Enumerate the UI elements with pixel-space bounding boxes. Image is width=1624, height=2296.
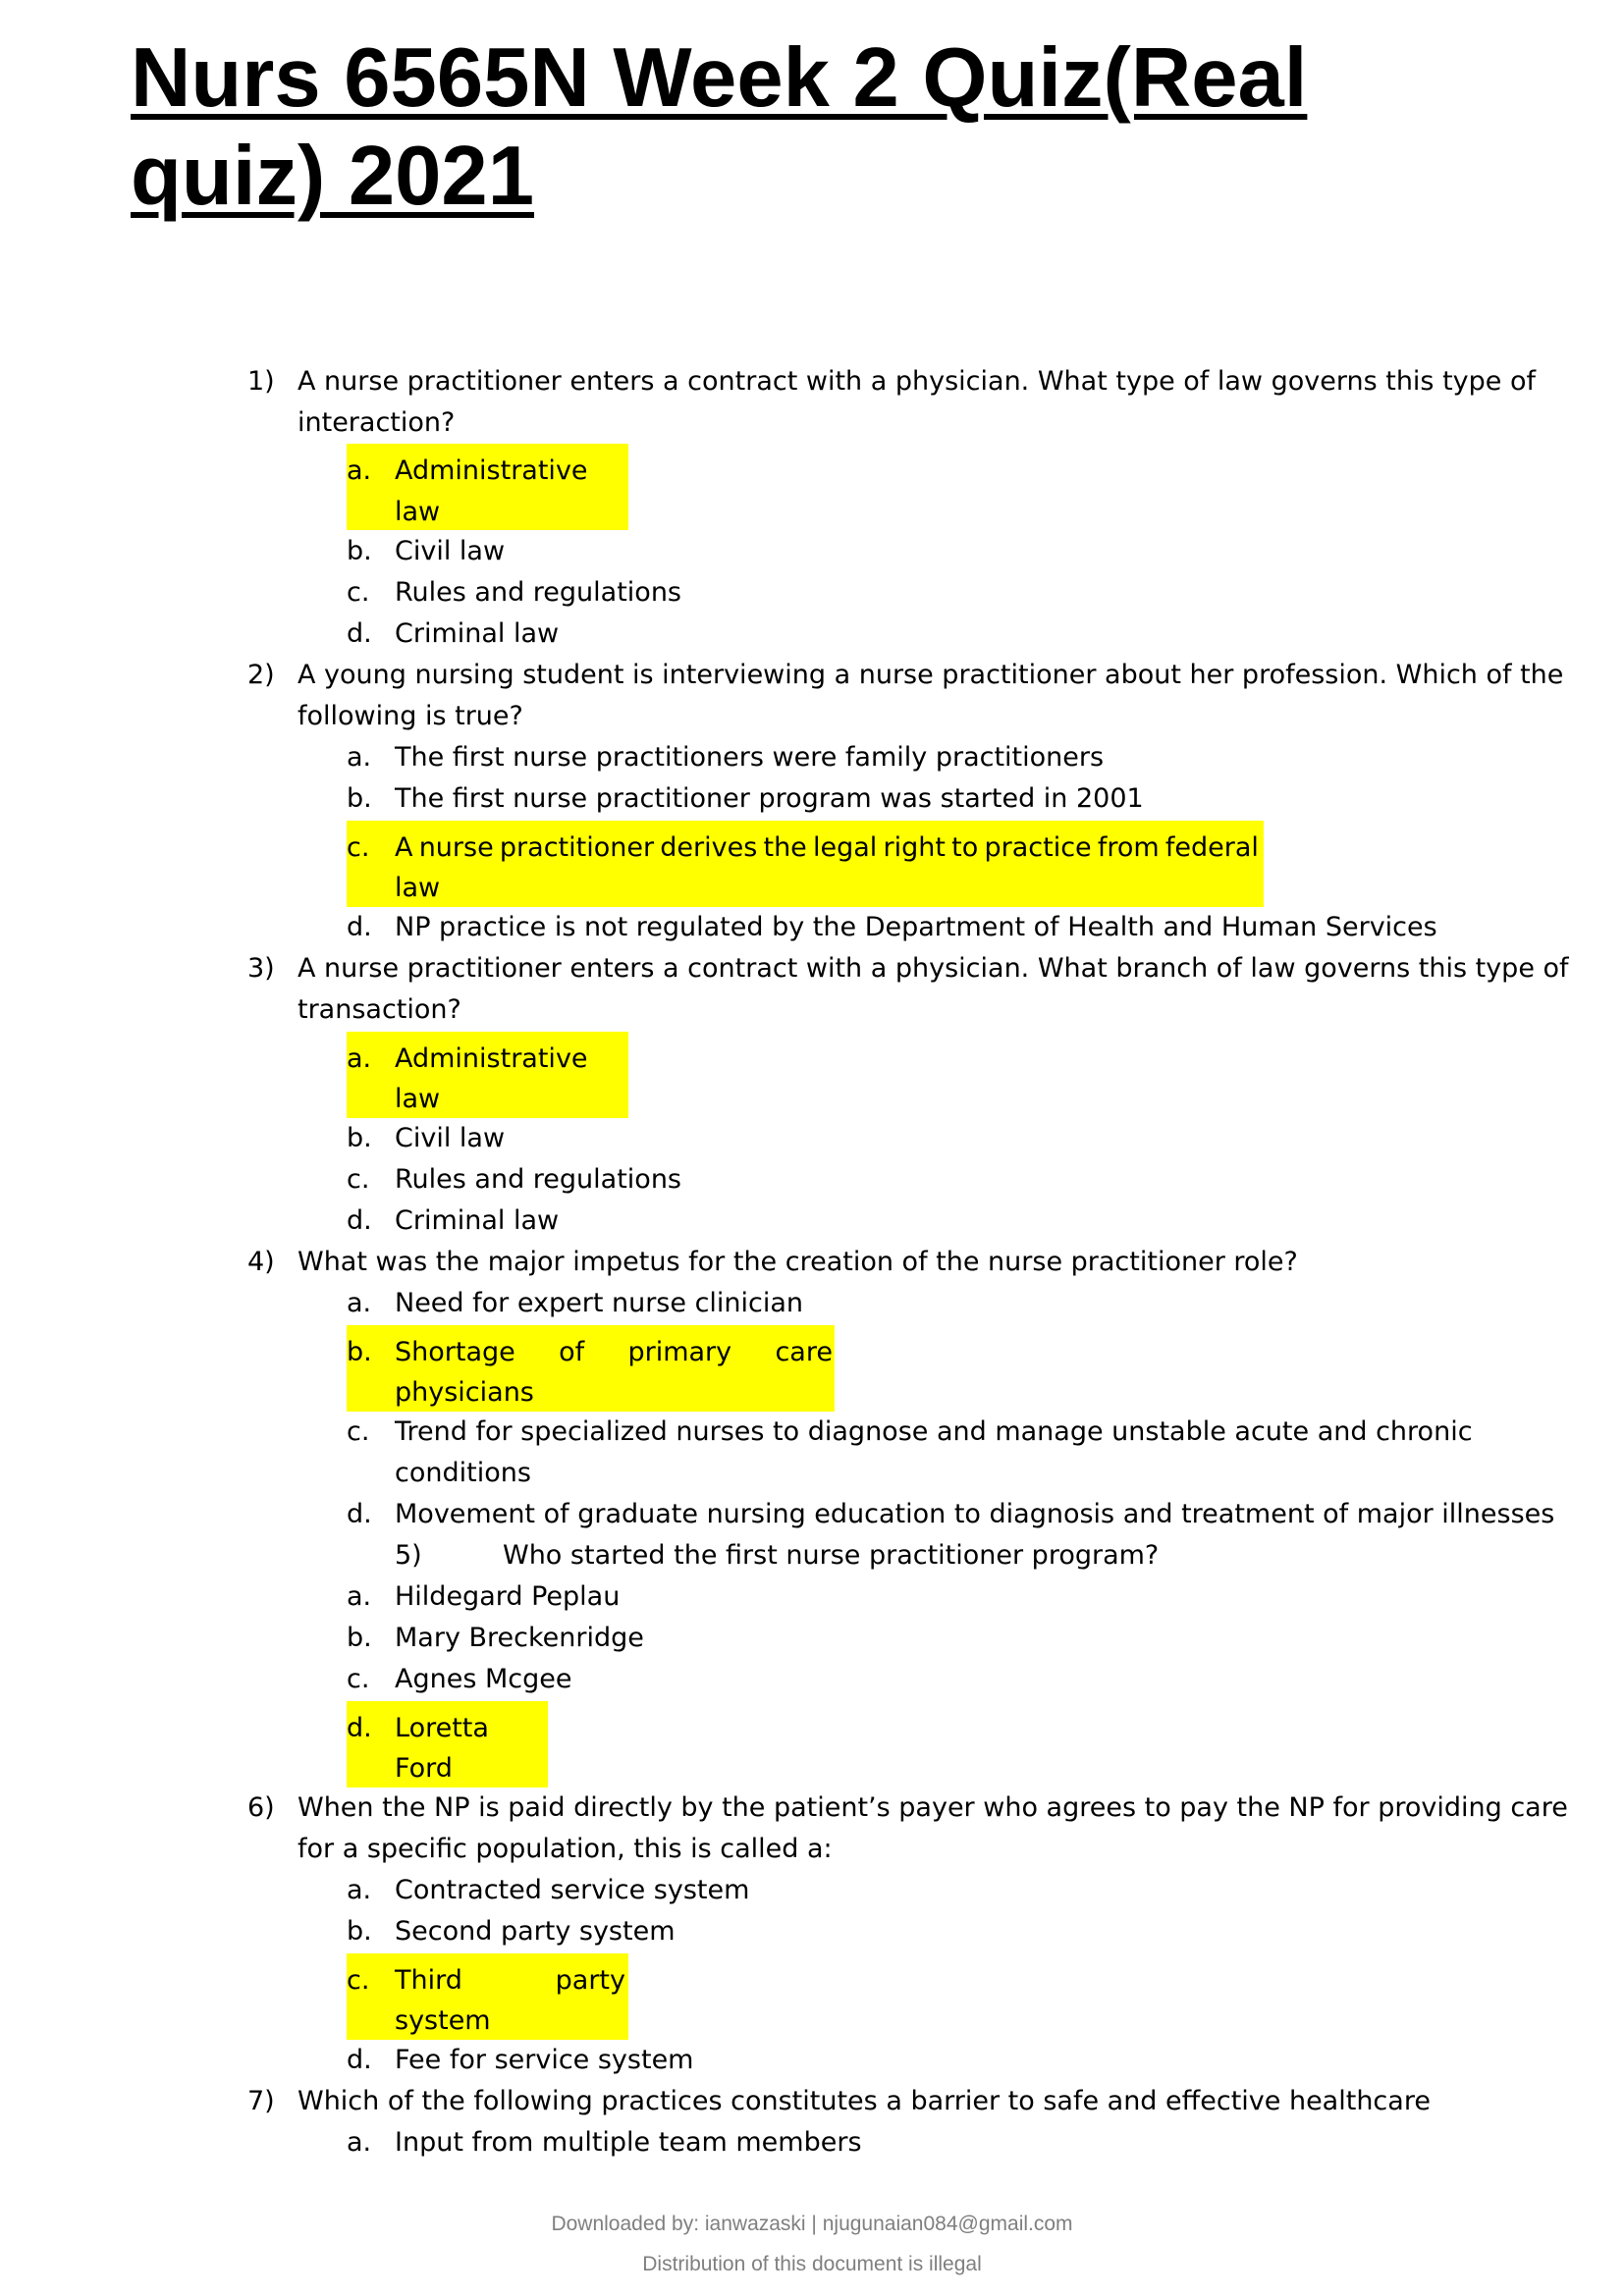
option-text-cont: law — [395, 1084, 441, 1114]
option-letter: b. — [347, 1123, 372, 1153]
word: to — [951, 832, 979, 863]
word: party — [555, 1965, 625, 1996]
option-letter: a. — [347, 742, 372, 773]
option-text: Administrative — [395, 455, 588, 486]
question-text: A young nursing student is interviewing a nurse practitioner about her profession. Which of the — [298, 660, 1564, 690]
option-letter: a. — [347, 1875, 372, 1905]
word: care — [775, 1337, 833, 1367]
option-text: Hildegard Peplau — [395, 1581, 621, 1612]
option-letter: b. — [347, 536, 372, 566]
word: primary — [627, 1337, 732, 1367]
option-letter: d. — [347, 618, 372, 649]
option-text-cont: conditions — [395, 1458, 531, 1488]
question-text: Which of the following practices constitutes a barrier to safe and effective healthcare — [298, 2086, 1431, 2116]
word: nurse — [418, 832, 494, 863]
option-text: Movement of graduate nursing education to diagnosis and treatment of major illnesses — [395, 1499, 1555, 1529]
option-text: Mary Breckenridge — [395, 1623, 644, 1653]
question-number: 5) — [395, 1540, 422, 1571]
option-text — [395, 1332, 833, 1373]
option-letter: c. — [347, 1965, 370, 1996]
question-text: When the NP is paid directly by the patient’s payer who agrees to pay the NP for providing care — [298, 1792, 1568, 1823]
option-text-cont: law — [395, 873, 441, 903]
word: practitioner — [499, 832, 655, 863]
option-letter: d. — [347, 2045, 372, 2075]
option-text: Input from multiple team members — [395, 2127, 862, 2158]
option-letter: b. — [347, 1916, 372, 1947]
word: legal — [813, 832, 878, 863]
option-letter: d. — [347, 1205, 372, 1236]
option-letter: b. — [347, 783, 372, 814]
option-text — [395, 1960, 625, 2002]
option-text-cont: Ford — [395, 1753, 453, 1784]
option-text: Civil law — [395, 536, 506, 566]
option-letter: d. — [347, 912, 372, 942]
option-letter: a. — [347, 1581, 372, 1612]
option-letter: a. — [347, 1288, 372, 1318]
question-text: What was the major impetus for the creation of the nurse practitioner role? — [298, 1247, 1298, 1277]
question-text-cont: interaction? — [298, 407, 456, 438]
word: right — [883, 832, 946, 863]
option-letter: b. — [347, 1337, 372, 1367]
word: the — [763, 832, 807, 863]
option-letter: c. — [347, 832, 370, 863]
question-text: A nurse practitioner enters a contract with a physician. What type of law governs this type of — [298, 366, 1536, 397]
option-text: Need for expert nurse clinician — [395, 1288, 804, 1318]
question-number: 3) — [247, 953, 275, 984]
word: Shortage — [395, 1337, 515, 1367]
option-letter: a. — [347, 455, 372, 486]
option-letter: a. — [347, 1043, 372, 1074]
option-text: Criminal law — [395, 618, 560, 649]
option-text: Rules and regulations — [395, 1164, 682, 1195]
option-letter: c. — [347, 1416, 370, 1447]
distribution-notice: Distribution of this document is illegal — [642, 2253, 982, 2275]
question-number: 6) — [247, 1792, 275, 1823]
option-text: Administrative — [395, 1043, 588, 1074]
option-text: Fee for service system — [395, 2045, 694, 2075]
option-text: The first nurse practitioners were family practitioners — [395, 742, 1105, 773]
option-letter: c. — [347, 1164, 370, 1195]
option-text: Loretta — [395, 1713, 489, 1743]
word: A — [395, 832, 413, 863]
word: derives — [660, 832, 758, 863]
word: practice — [984, 832, 1092, 863]
word: of — [559, 1337, 585, 1367]
option-text — [395, 828, 1259, 869]
option-letter: d. — [347, 1713, 372, 1743]
option-letter: d. — [347, 1499, 372, 1529]
question-number: 4) — [247, 1247, 275, 1277]
word: from — [1097, 832, 1160, 863]
question-number: 2) — [247, 660, 275, 690]
download-notice: Downloaded by: ianwazaski | njugunaian084@gmail.com — [551, 2213, 1073, 2235]
option-text: Second party system — [395, 1916, 676, 1947]
question-text-cont: transaction? — [298, 994, 461, 1025]
option-text-cont: law — [395, 497, 441, 527]
title-line-2: quiz) 2021 — [131, 130, 534, 223]
option-text: Criminal law — [395, 1205, 560, 1236]
option-text-cont: system — [395, 2005, 491, 2036]
option-text: Contracted service system — [395, 1875, 750, 1905]
document-title — [131, 29, 1407, 226]
option-text: Civil law — [395, 1123, 506, 1153]
option-text: Rules and regulations — [395, 577, 682, 608]
question-text: Who started the first nurse practitioner program? — [503, 1540, 1160, 1571]
option-text: The first nurse practitioner program was started in 2001 — [395, 783, 1144, 814]
word: Third — [395, 1965, 462, 1996]
option-letter: a. — [347, 2127, 372, 2158]
word: federal — [1164, 832, 1259, 863]
option-text: NP practice is not regulated by the Department of Health and Human Services — [395, 912, 1437, 942]
question-text: A nurse practitioner enters a contract with a physician. What branch of law governs this type of — [298, 953, 1569, 984]
option-text-cont: physicians — [395, 1377, 534, 1408]
option-letter: b. — [347, 1623, 372, 1653]
option-letter: c. — [347, 577, 370, 608]
option-text: Agnes Mcgee — [395, 1664, 572, 1694]
question-number: 7) — [247, 2086, 275, 2116]
question-number: 1) — [247, 366, 275, 397]
question-text-cont: following is true? — [298, 701, 523, 731]
title-line-1: Nurs 6565N Week 2 Quiz(Real — [131, 31, 1308, 125]
question-text-cont: for a specific population, this is called a: — [298, 1834, 833, 1864]
option-letter: c. — [347, 1664, 370, 1694]
option-text: Trend for specialized nurses to diagnose and manage unstable acute and chronic — [395, 1416, 1473, 1447]
